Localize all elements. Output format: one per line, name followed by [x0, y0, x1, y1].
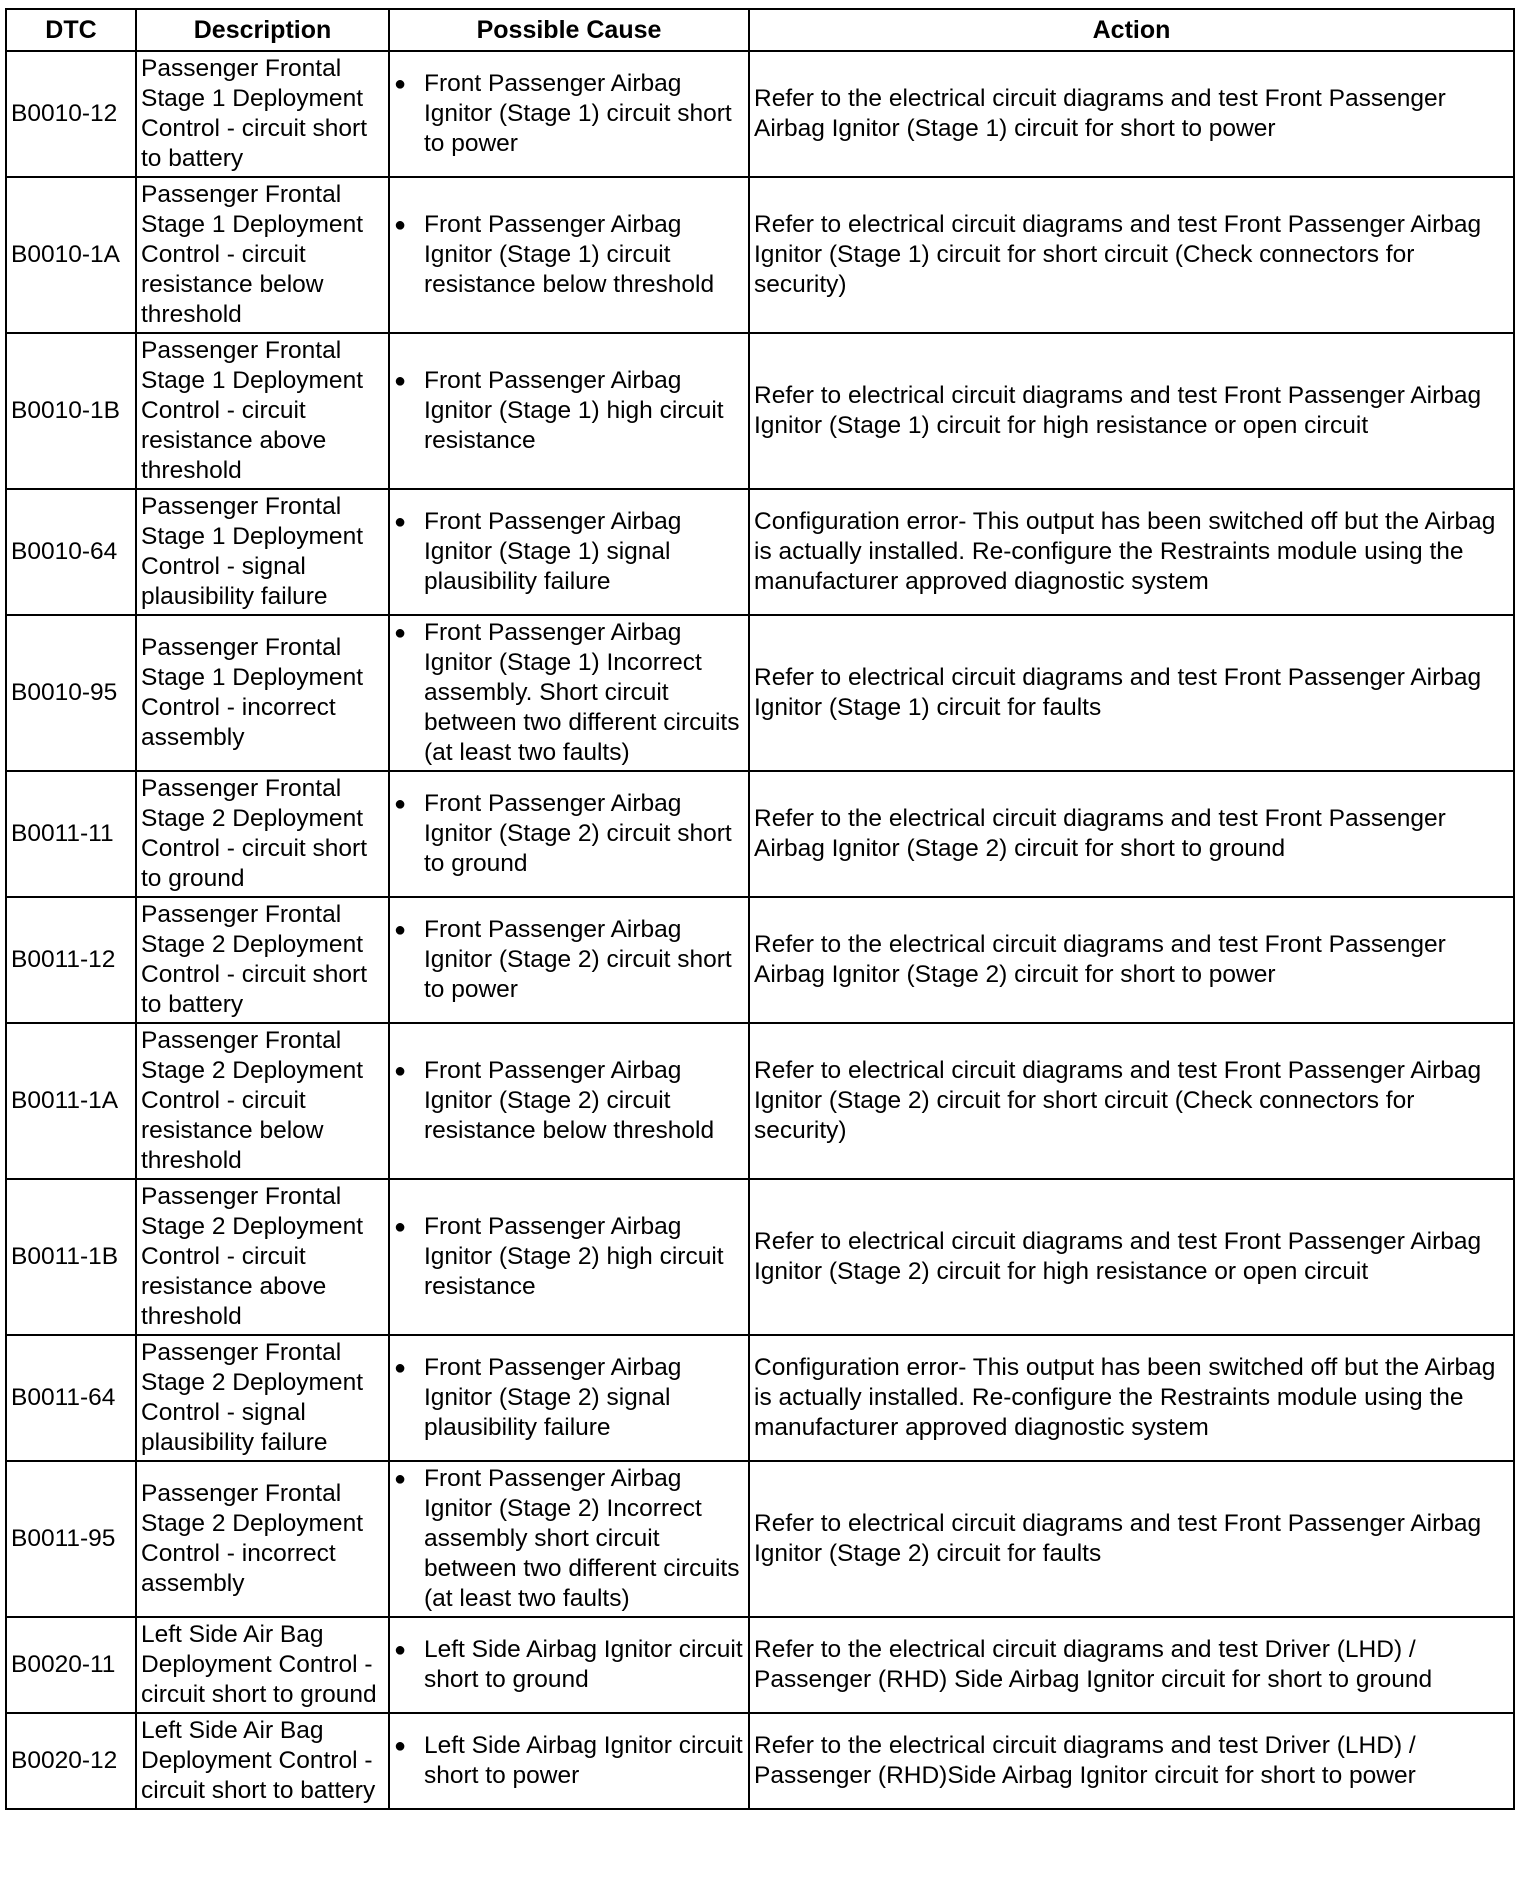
description-cell: Passenger Frontal Stage 2 Deployment Control - incorrect assembly	[136, 1461, 389, 1617]
cause-cell	[389, 1461, 749, 1617]
table-row	[6, 1617, 1514, 1713]
table-row	[6, 771, 1514, 897]
description-cell: Passenger Frontal Stage 1 Deployment Control - circuit short to battery	[136, 51, 389, 177]
cause-text: Front Passenger Airbag Ignitor (Stage 1) signal plausibility failure	[424, 508, 682, 595]
table-row	[6, 51, 1514, 177]
action-cell: Configuration error- This output has been switched off but the Airbag is actually installed. Re-configure the Restraints module using the manufacturer approved diagnostic system	[749, 1335, 1514, 1461]
dtc-code: B0010-1A	[6, 177, 136, 333]
description-cell: Left Side Air Bag Deployment Control - circuit short to battery	[136, 1713, 389, 1809]
description-cell: Passenger Frontal Stage 1 Deployment Control - circuit resistance below threshold	[136, 177, 389, 333]
dtc-code: B0010-64	[6, 489, 136, 615]
bullet-icon: ●	[394, 1060, 407, 1082]
bullet-icon: ●	[394, 793, 407, 815]
bullet-icon: ●	[394, 1216, 407, 1238]
action-cell: Refer to electrical circuit diagrams and test Front Passenger Airbag Ignitor (Stage 1) circuit for faults	[749, 615, 1514, 771]
bullet-icon: ●	[394, 370, 407, 392]
action-cell: Refer to electrical circuit diagrams and test Front Passenger Airbag Ignitor (Stage 2) circuit for short circuit (Check connectors for security)	[749, 1023, 1514, 1179]
action-cell: Refer to the electrical circuit diagrams and test Front Passenger Airbag Ignitor (Stage 1) circuit for short to power	[749, 51, 1514, 177]
description-cell: Passenger Frontal Stage 2 Deployment Control - circuit resistance below threshold	[136, 1023, 389, 1179]
dtc-code: B0020-11	[6, 1617, 136, 1713]
cause-cell	[389, 1713, 749, 1809]
dtc-code: B0010-95	[6, 615, 136, 771]
cause-cell	[389, 771, 749, 897]
header-action: Action	[749, 9, 1514, 51]
table-row	[6, 333, 1514, 489]
cause-text: Front Passenger Airbag Ignitor (Stage 1) Incorrect assembly. Short circuit between two different circuits (at least two faults)	[424, 619, 740, 766]
bullet-icon: ●	[394, 73, 407, 95]
action-cell: Refer to the electrical circuit diagrams and test Front Passenger Airbag Ignitor (Stage 2) circuit for short to power	[749, 897, 1514, 1023]
dtc-code: B0010-12	[6, 51, 136, 177]
cause-text: Front Passenger Airbag Ignitor (Stage 2) signal plausibility failure	[424, 1354, 682, 1441]
table-row	[6, 177, 1514, 333]
cause-text: Front Passenger Airbag Ignitor (Stage 2) circuit short to power	[424, 916, 732, 1003]
table-row	[6, 1179, 1514, 1335]
action-cell: Refer to electrical circuit diagrams and test Front Passenger Airbag Ignitor (Stage 1) circuit for high resistance or open circuit	[749, 333, 1514, 489]
bullet-icon: ●	[394, 214, 407, 236]
description-cell: Passenger Frontal Stage 1 Deployment Control - circuit resistance above threshold	[136, 333, 389, 489]
cause-cell	[389, 615, 749, 771]
cause-cell	[389, 333, 749, 489]
cause-text: Front Passenger Airbag Ignitor (Stage 2) Incorrect assembly short circuit between two different circuits (at least two faults)	[424, 1465, 740, 1612]
header-description: Description	[136, 9, 389, 51]
cause-cell	[389, 1023, 749, 1179]
action-cell: Refer to electrical circuit diagrams and test Front Passenger Airbag Ignitor (Stage 2) circuit for high resistance or open circuit	[749, 1179, 1514, 1335]
description-cell: Left Side Air Bag Deployment Control - circuit short to ground	[136, 1617, 389, 1713]
table-row	[6, 615, 1514, 771]
bullet-icon: ●	[394, 1639, 407, 1661]
dtc-code: B0020-12	[6, 1713, 136, 1809]
dtc-code: B0011-11	[6, 771, 136, 897]
table-row	[6, 489, 1514, 615]
dtc-code: B0011-95	[6, 1461, 136, 1617]
bullet-icon: ●	[394, 1735, 407, 1757]
cause-cell	[389, 1617, 749, 1713]
table-row	[6, 1713, 1514, 1809]
cause-text: Front Passenger Airbag Ignitor (Stage 2) circuit short to ground	[424, 790, 732, 877]
cause-text: Left Side Airbag Ignitor circuit short to ground	[424, 1636, 743, 1693]
description-cell: Passenger Frontal Stage 2 Deployment Control - circuit short to battery	[136, 897, 389, 1023]
header-possible-cause: Possible Cause	[389, 9, 749, 51]
cause-text: Front Passenger Airbag Ignitor (Stage 1) circuit short to power	[424, 70, 732, 157]
table-row	[6, 1335, 1514, 1461]
bullet-icon: ●	[394, 1357, 407, 1379]
description-cell: Passenger Frontal Stage 2 Deployment Control - circuit short to ground	[136, 771, 389, 897]
cause-text: Left Side Airbag Ignitor circuit short to power	[424, 1732, 743, 1789]
header-row	[6, 9, 1514, 51]
cause-cell	[389, 1335, 749, 1461]
bullet-icon: ●	[394, 1468, 407, 1490]
table-row	[6, 1461, 1514, 1617]
action-cell: Refer to electrical circuit diagrams and test Front Passenger Airbag Ignitor (Stage 1) circuit for short circuit (Check connectors for security)	[749, 177, 1514, 333]
table-row	[6, 1023, 1514, 1179]
cause-cell	[389, 489, 749, 615]
dtc-code: B0011-64	[6, 1335, 136, 1461]
dtc-table-container	[5, 8, 1513, 1810]
dtc-code: B0011-1A	[6, 1023, 136, 1179]
header-dtc: DTC	[6, 9, 136, 51]
dtc-code: B0010-1B	[6, 333, 136, 489]
description-cell: Passenger Frontal Stage 2 Deployment Control - circuit resistance above threshold	[136, 1179, 389, 1335]
action-cell: Configuration error- This output has been switched off but the Airbag is actually installed. Re-configure the Restraints module using the manufacturer approved diagnostic system	[749, 489, 1514, 615]
action-cell: Refer to the electrical circuit diagrams and test Driver (LHD) / Passenger (RHD)Side Airbag Ignitor circuit for short to power	[749, 1713, 1514, 1809]
dtc-code: B0011-12	[6, 897, 136, 1023]
dtc-code: B0011-1B	[6, 1179, 136, 1335]
cause-text: Front Passenger Airbag Ignitor (Stage 2) high circuit resistance	[424, 1213, 724, 1300]
action-cell: Refer to electrical circuit diagrams and test Front Passenger Airbag Ignitor (Stage 2) circuit for faults	[749, 1461, 1514, 1617]
cause-cell	[389, 897, 749, 1023]
action-cell: Refer to the electrical circuit diagrams and test Driver (LHD) / Passenger (RHD) Side Airbag Ignitor circuit for short to ground	[749, 1617, 1514, 1713]
description-cell: Passenger Frontal Stage 1 Deployment Control - incorrect assembly	[136, 615, 389, 771]
dtc-table	[5, 8, 1515, 1810]
cause-cell	[389, 177, 749, 333]
bullet-icon: ●	[394, 622, 407, 644]
cause-text: Front Passenger Airbag Ignitor (Stage 2) circuit resistance below threshold	[424, 1057, 715, 1144]
bullet-icon: ●	[394, 511, 407, 533]
action-cell: Refer to the electrical circuit diagrams and test Front Passenger Airbag Ignitor (Stage 2) circuit for short to ground	[749, 771, 1514, 897]
cause-cell	[389, 51, 749, 177]
table-row	[6, 897, 1514, 1023]
description-cell: Passenger Frontal Stage 1 Deployment Control - signal plausibility failure	[136, 489, 389, 615]
cause-cell	[389, 1179, 749, 1335]
cause-text: Front Passenger Airbag Ignitor (Stage 1) circuit resistance below threshold	[424, 211, 715, 298]
cause-text: Front Passenger Airbag Ignitor (Stage 1) high circuit resistance	[424, 367, 724, 454]
description-cell: Passenger Frontal Stage 2 Deployment Control - signal plausibility failure	[136, 1335, 389, 1461]
bullet-icon: ●	[394, 919, 407, 941]
